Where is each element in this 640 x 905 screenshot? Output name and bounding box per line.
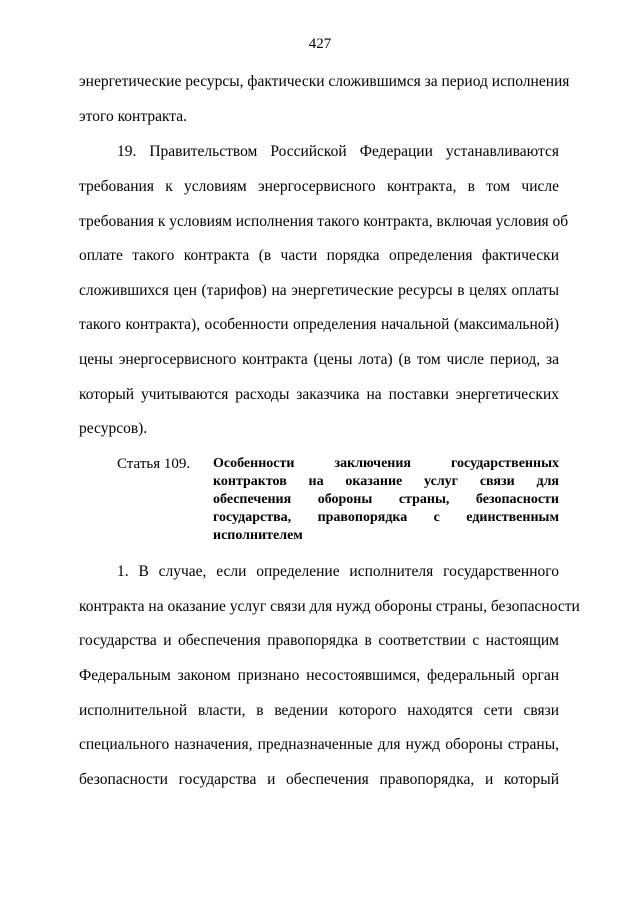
article-title-line-2: контрактов на оказание услуг связи для — [213, 474, 559, 489]
paragraph-19-line-3: требования к условиям исполнения такого контракта, включая условия об — [79, 213, 569, 230]
article-title-line-5: исполнителем — [213, 528, 303, 543]
paragraph-19-line-1: 19. Правительством Российской Федерации устанавливаются — [117, 143, 559, 160]
article-title-line-1: Особенности заключения государственных — [213, 456, 559, 471]
paragraph-prev-line-1: энергетические ресурсы, фактически сложившимся за период исполнения — [79, 73, 570, 90]
paragraph-1-line-2: контракта на оказание услуг связи для нужд обороны страны, безопасности — [79, 598, 580, 615]
paragraph-1-line-7: безопасности государства и обеспечения правопорядка, и который — [79, 771, 559, 788]
page-number: 427 — [308, 36, 332, 52]
paragraph-prev-line-2: этого контракта. — [79, 108, 187, 125]
paragraph-1-line-6: специального назначения, предназначенные для нужд обороны страны, — [79, 736, 559, 753]
paragraph-19-line-9: ресурсов). — [79, 420, 148, 437]
paragraph-19-line-4: оплате такого контракта (в части порядка определения фактически — [79, 247, 559, 264]
paragraph-19-line-5: сложившихся цен (тарифов) на энергетические ресурсы в целях оплаты — [79, 282, 559, 299]
article-title-line-3: обеспечения обороны страны, безопасности — [213, 492, 559, 507]
paragraph-19-line-8: который учитываются расходы заказчика на поставки энергетических — [79, 386, 559, 403]
article-title-line-4: государства, правопорядка с единственным — [213, 510, 559, 525]
paragraph-1-line-5: исполнительной власти, в ведении которого находятся сети связи — [79, 702, 559, 719]
article-label: Статья 109. — [117, 456, 191, 472]
paragraph-1-line-3: государства и обеспечения правопорядка в соответствии с настоящим — [79, 632, 559, 649]
paragraph-19-line-2: требования к условиям энергосервисного контракта, в том числе — [79, 178, 559, 195]
paragraph-19-line-7: цены энергосервисного контракта (цены лота) (в том числе период, за — [79, 351, 559, 368]
paragraph-1-line-1: 1. В случае, если определение исполнителя государственного — [117, 563, 559, 580]
paragraph-1-line-4: Федеральным законом признано несостоявшимся, федеральный орган — [79, 667, 559, 684]
paragraph-19-line-6: такого контракта), особенности определения начальной (максимальной) — [79, 316, 559, 333]
